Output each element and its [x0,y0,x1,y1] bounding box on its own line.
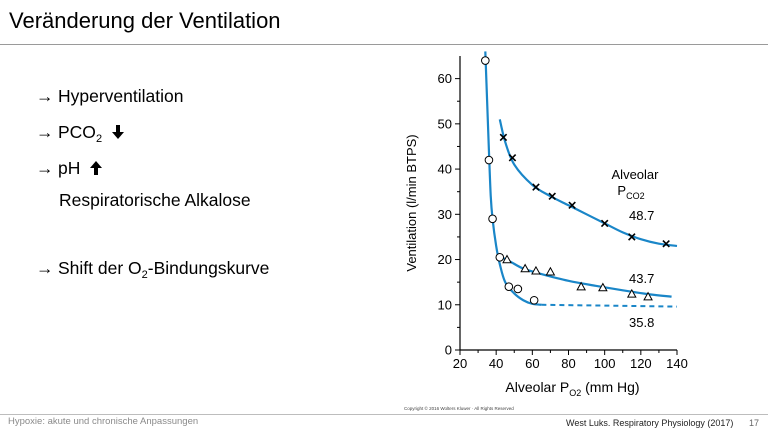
chart-svg [400,48,700,418]
legend-subtitle: $P_{CO2}$ [617,183,645,201]
arrow-right-icon: → [36,122,54,142]
y-tick-label: 10 [437,297,452,313]
marker-circle [530,296,538,304]
page-number: 17 [749,418,760,428]
x-tick-label: 140 [666,356,688,371]
y-tick-label: 40 [437,161,452,177]
series-label-35-8: 35.8 [629,315,655,330]
title-divider [0,44,768,45]
x-tick-label: 20 [452,356,468,371]
marker-circle [489,215,497,223]
arrow-up-icon [89,159,103,178]
bullet-subscript: 2 [141,269,148,281]
series-label-43-7: 43.7 [629,271,655,286]
slide-title: Veränderung der Ventilation [9,8,281,33]
marker-circle [482,57,490,65]
marker-triangle [546,268,554,275]
x-tick-label: 40 [488,356,504,371]
arrow-right-icon: → [36,258,54,278]
y-tick-label: 30 [437,206,452,222]
x-tick-label: 60 [525,356,540,371]
bullet-subscript: 2 [95,133,103,145]
marker-circle [514,285,522,293]
bullet-ph [36,158,103,179]
chart-labels [404,71,688,398]
bullet-text: Shift der O [58,258,142,278]
footer-topic: Hypoxie: akute und chronische Anpassungen [8,416,199,427]
copyright-note: Copyright © 2016 Wolters Kluwer · All Rights Reserved [404,406,514,411]
bullet-alkalose-line: Respiratorische Alkalose [59,190,251,210]
curve-48-7 [500,119,677,246]
footer-divider [0,414,768,415]
series-label-48-7: 48.7 [629,208,655,223]
bullet-text-tail: -Bindungskurve [147,258,270,278]
y-tick-label: 60 [437,71,452,87]
ventilation-chart [400,48,700,418]
bullet-text: Hyperventilation [58,86,184,106]
x-axis-label: Alveolar $P_{O2}$ (mm Hg) [505,379,640,398]
legend-title: Alveolar [611,167,659,182]
arrow-right-icon: → [36,158,54,178]
chart-axes [455,56,677,355]
bullet-pco2 [36,122,125,149]
y-tick-label: 20 [437,252,452,268]
arrow-right-icon: → [36,86,54,106]
x-tick-label: 120 [629,356,652,371]
bullet-hyperventilation [36,86,183,106]
arrow-down-icon [111,123,125,142]
y-tick-label: 50 [437,116,452,132]
marker-circle [496,253,504,261]
bullet-o2-shift [36,258,269,285]
bullet-text: PCO [58,122,96,142]
curve-35-8 [485,51,541,304]
x-tick-label: 80 [561,356,576,371]
curve-dashed-35-8 [541,305,677,307]
marker-circle [485,156,493,164]
bullet-text: pH [58,158,81,178]
marker-triangle [532,267,540,274]
y-axis-label: Ventilation (l/min BTPS) [404,134,419,272]
y-tick-label: 0 [444,342,452,358]
x-tick-label: 100 [593,356,616,371]
marker-circle [505,283,513,291]
footer-source: West Luks. Respiratory Physiology (2017) [566,418,734,428]
